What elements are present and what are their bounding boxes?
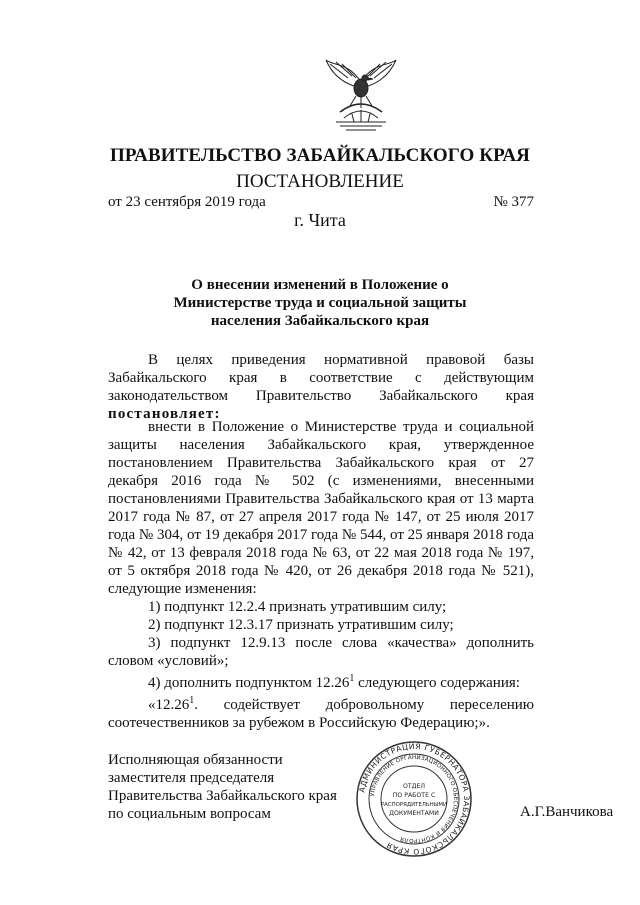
item-4-text-b: следующего содержания: [354, 675, 520, 691]
quote-superscript: 1 [189, 695, 195, 706]
stamp-center-line-1: ОТДЕЛ [402, 783, 426, 790]
heading-line-2: Министерстве труда и социальной защиты [173, 295, 467, 311]
signatory-name: А.Г.Ванчикова [520, 804, 614, 820]
document-number: № 377 [493, 194, 534, 210]
heading-line-3: населения Забайкальского края [210, 313, 430, 329]
document-date: от 23 сентября 2019 года [108, 194, 266, 210]
decree-word: постановляет: [108, 406, 221, 422]
quote-text-a: «12.26 [148, 697, 190, 713]
document-type: ПОСТАНОВЛЕНИЕ [236, 171, 404, 192]
amendment-paragraph: внести в Положение о Министерстве труда и социальной защиты населения Забайкальского края, утвержденное постановлением Правительства Забайкальского края от 27 декабря 2016 года № 502 (с изменениями, внесенными постановлениями Правительства Забайкальского края от 13 марта 2017 года № 87, от 27 апреля 2017 года № 147, от 25 июля 2017 года № 304, от 19 декабря 2017 года № 544, от 25 января 2018 года № 42, от 13 февраля 2018 года № 63, от 22 мая 2018 года № 197, от 5 октября 2018 года № 420, от 26 декабря 2018 года № 521), следующие изменения: [108, 419, 534, 597]
government-title: ПРАВИТЕЛЬСТВО ЗАБАЙКАЛЬСКОГО КРАЯ [109, 145, 530, 166]
coat-of-arms-emblem [318, 52, 404, 138]
item-2: 2) подпункт 12.3.17 признать утратившим силу; [148, 617, 454, 633]
item-4 [108, 670, 534, 692]
stamp-center-line-2: ПО РАБОТЕ С [392, 792, 436, 799]
signatory-line-2: заместителя председателя [108, 770, 275, 786]
heading-line-1: О внесении изменений в Положение о [191, 277, 449, 293]
stamp-center-line-3: РАСПОРЯДИТЕЛЬНЫМИ [380, 802, 448, 808]
preamble-paragraph [108, 351, 534, 423]
official-stamp [355, 740, 473, 858]
item-4-superscript: 1 [349, 673, 355, 684]
preamble-text: В целях приведения нормативной правовой базы Забайкальского края в соответствие с действующим законодательством Правительство Забайкальского края [108, 352, 534, 404]
item-1: 1) подпункт 12.2.4 признать утратившим силу; [148, 599, 447, 615]
signatory-line-4: по социальным вопросам [108, 806, 271, 822]
signatory-position [108, 751, 337, 823]
quote-text-b: . содействует добровольному переселению соотечественников за рубежом в Российскую Федерацию;». [108, 697, 534, 731]
stamp-center-line-4: ДОКУМЕНТАМИ [389, 810, 439, 817]
document-city: г. Чита [294, 210, 346, 230]
signatory-line-1: Исполняющая обязанности [108, 752, 283, 768]
signatory-line-3: Правительства Забайкальского края [108, 788, 337, 804]
main-paragraph [108, 418, 534, 732]
item-4-text-a: 4) дополнить подпунктом 12.26 [148, 675, 350, 691]
document-heading [150, 276, 490, 330]
svg-text:УПРАВЛЕНИЕ ОРГАНИЗАЦИОННОГО ОБ [370, 755, 458, 843]
new-subitem-quote [108, 692, 534, 732]
stamp-inner-text: УПРАВЛЕНИЕ ОРГАНИЗАЦИОННОГО ОБЕСПЕЧЕНИЯ И КОНТРОЛЯ [370, 754, 459, 844]
item-3: 3) подпункт 12.9.13 после слова «качества» дополнить словом «условий»; [108, 635, 534, 669]
stamp-outer-text: АДМИНИСТРАЦИЯ ГУБЕРНАТОРА ЗАБАЙКАЛЬСКОГО КРАЯ [357, 741, 472, 857]
